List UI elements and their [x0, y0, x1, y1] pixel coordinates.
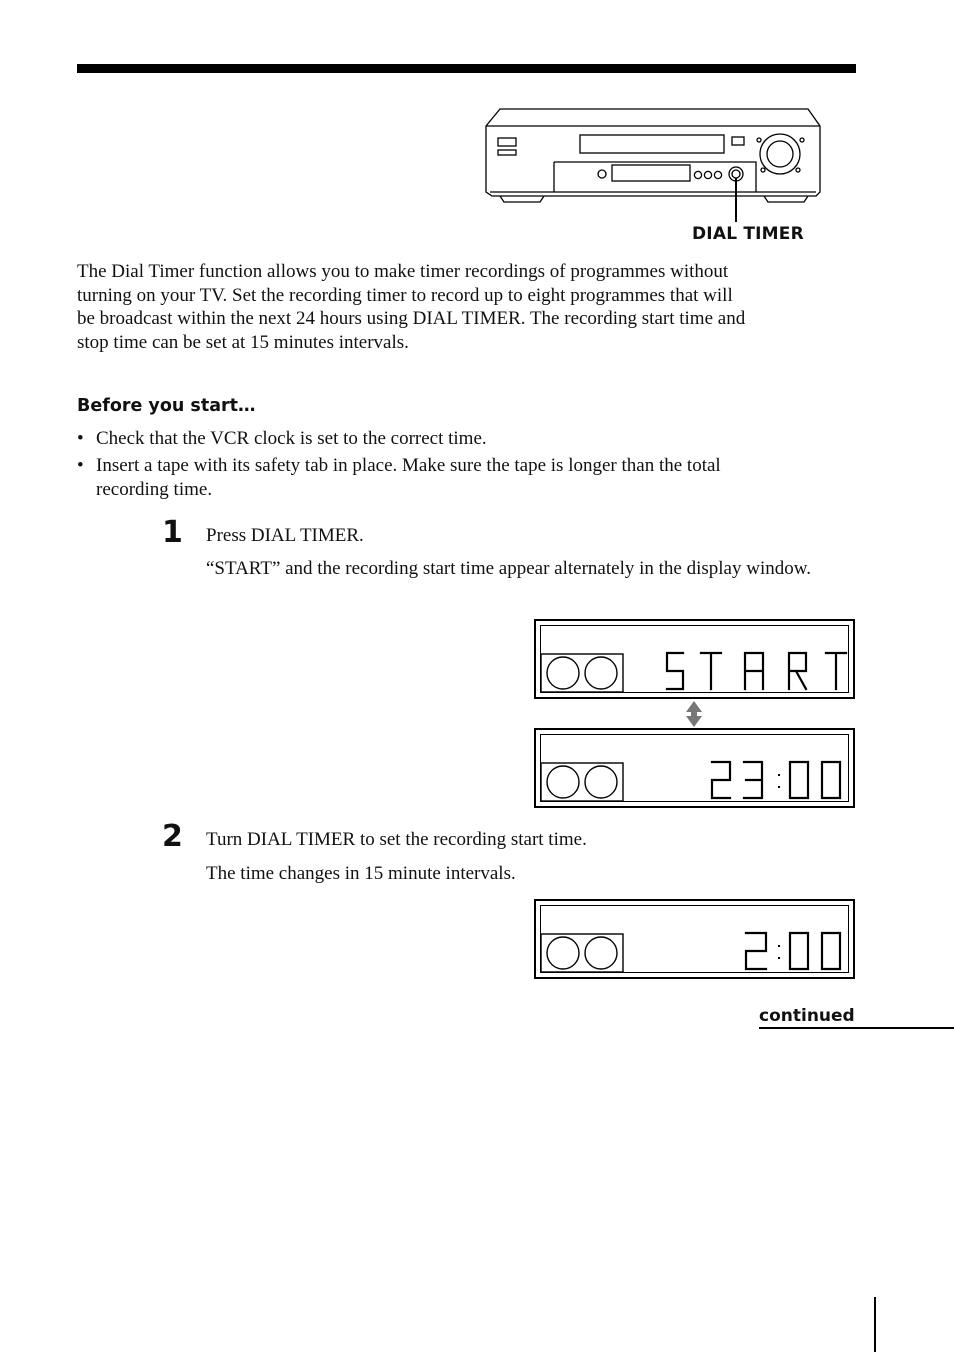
- step-2-number: 2: [162, 819, 183, 854]
- page-edge-rule: [874, 1297, 876, 1352]
- before-you-start-heading: Before you start…: [77, 396, 256, 416]
- step-2-instruction: Turn DIAL TIMER to set the recording start time.: [206, 829, 587, 850]
- double-arrow-icon: [684, 700, 704, 728]
- display-window-graphic: [536, 730, 853, 806]
- dial-timer-callout-label: DIAL TIMER: [692, 224, 804, 244]
- continued-rule: [759, 1027, 954, 1029]
- list-item: [77, 454, 737, 504]
- display-window-graphic: [536, 621, 853, 697]
- step-1-instruction: Press DIAL TIMER.: [206, 525, 364, 546]
- bullet-glyph: •: [77, 428, 84, 449]
- step-1-result: “START” and the recording start time appear alternately in the display window.: [206, 558, 811, 579]
- list-item-text: Check that the VCR clock is set to the correct time.: [96, 428, 487, 449]
- intro-paragraph: The Dial Timer function allows you to make timer recordings of programmes without turning on your TV. Set the recording timer to record up to eight programmes that will be broadcast within the next 24 hours using DIAL TIMER. The recording start time and stop time can be set at 15 minutes intervals.: [77, 261, 746, 353]
- display-window-start-time: [534, 728, 855, 808]
- display-window-graphic: [536, 901, 853, 977]
- display-window-start: [534, 619, 855, 699]
- step-2-result: The time changes in 15 minute intervals.: [206, 863, 516, 884]
- top-heading-rule: [77, 64, 856, 73]
- bullet-glyph: •: [77, 455, 84, 476]
- step-1-number: 1: [162, 515, 183, 550]
- list-item-text: Insert a tape with its safety tab in place. Make sure the tape is longer than the total recording time.: [96, 455, 721, 500]
- vcr-front-panel-illustration: [484, 104, 824, 222]
- continued-label: continued: [759, 1006, 855, 1026]
- list-item: [77, 427, 737, 453]
- display-window-start-time-adjusted: [534, 899, 855, 979]
